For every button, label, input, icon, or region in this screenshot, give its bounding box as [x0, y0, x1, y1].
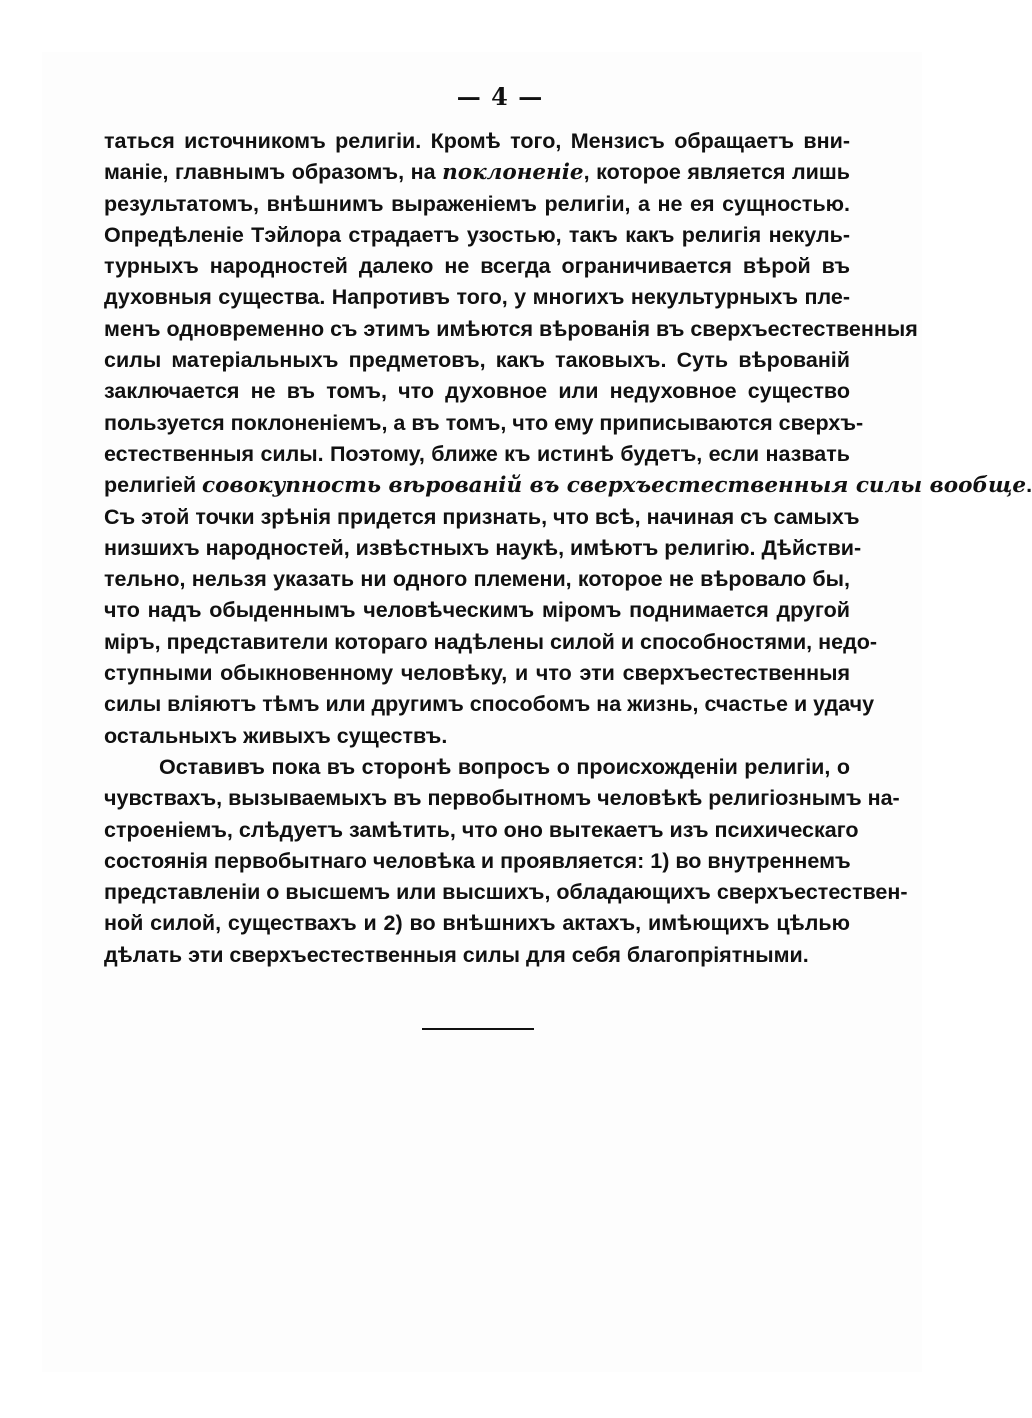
text-line: Съ этой точки зрѣнія придется признать, что всѣ, начиная съ самыхъ	[104, 504, 860, 529]
text-line: ступными обыкновенному человѣку, и что эти сверхъестественныя	[104, 661, 850, 686]
text-line: Опредѣленіе Тэйлора страдаетъ узостью, такъ какъ религія некуль-	[104, 222, 850, 247]
text-line: чувствахъ, вызываемыхъ въ первобытномъ человѣкѣ религіознымъ на-	[104, 786, 900, 811]
text-line: религіей совокупность вѣрованій въ сверхъестественныя силы вообще.	[104, 473, 1032, 499]
text-line: представленіи о высшемъ или высшихъ, обладающихъ сверхъестествен-	[104, 880, 908, 905]
text-line: таться источникомъ религіи. Кромѣ того, Мензисъ обращаетъ вни-	[104, 129, 850, 153]
text-line: пользуется поклоненіемъ, а въ томъ, что ему приписываются сверхъ-	[104, 410, 864, 435]
emphasis-text: поклоненіе	[442, 160, 584, 186]
text-line: естественныя силы. Поэтому, ближе къ истинѣ будетъ, если назвать	[104, 441, 850, 466]
text-line: міръ, представители котораго надѣлены силой и способностями, недо-	[104, 629, 878, 654]
text-line: Оставивъ пока въ сторонѣ вопросъ о происхожденіи религіи, о	[159, 754, 850, 779]
text-line: заключается не въ томъ, что духовное или недуховное существо	[104, 379, 850, 404]
text-line: турныхъ народностей далеко не всегда ограничивается вѣрой въ	[104, 254, 850, 279]
text-line: остальныхъ живыхъ существъ.	[104, 723, 448, 748]
emphasis-text: совокупность вѣрованій въ сверхъестественныя силы вообще	[202, 473, 1027, 499]
page-number: — 4 —	[456, 82, 544, 111]
text-line: что надъ обыденнымъ человѣческимъ міромъ поднимается другой	[104, 598, 850, 623]
text-line: менъ одновременно съ этимъ имѣются вѣрованія въ сверхъестественныя	[104, 316, 918, 341]
text-line: силы вліяютъ тѣмъ или другимъ способомъ на жизнь, счастье и удачу	[104, 692, 875, 717]
body-text	[104, 126, 1032, 971]
text-line: тельно, нельзя указать ни одного племени, которое не вѣровало бы,	[104, 567, 850, 592]
text-line: дѣлать эти сверхъестественныя силы для себя благопріятными.	[104, 942, 809, 967]
text-line: силы матеріальныхъ предметовъ, какъ таковыхъ. Суть вѣрованій	[104, 348, 850, 373]
text-line: состоянія первобытнаго человѣка и проявляется: 1) во внутреннемъ	[104, 848, 851, 873]
text-line: низшихъ народностей, извѣстныхъ наукѣ, имѣютъ религію. Дѣйстви-	[104, 535, 862, 560]
text-line: маніе, главнымъ образомъ, на поклоненіе, которое является лишь	[104, 160, 851, 186]
text-line: ной силой, существахъ и 2) во внѣшнихъ актахъ, имѣющихъ цѣлью	[104, 911, 850, 936]
text-line: результатомъ, внѣшнимъ выраженіемъ религіи, а не ея сущностью.	[104, 191, 850, 216]
text-line: духовныя существа. Напротивъ того, у многихъ некультурныхъ пле-	[104, 285, 850, 310]
section-end-rule	[422, 1028, 534, 1030]
text-line: строеніемъ, слѣдуетъ замѣтить, что оно вытекаетъ изъ психическаго	[104, 817, 859, 842]
